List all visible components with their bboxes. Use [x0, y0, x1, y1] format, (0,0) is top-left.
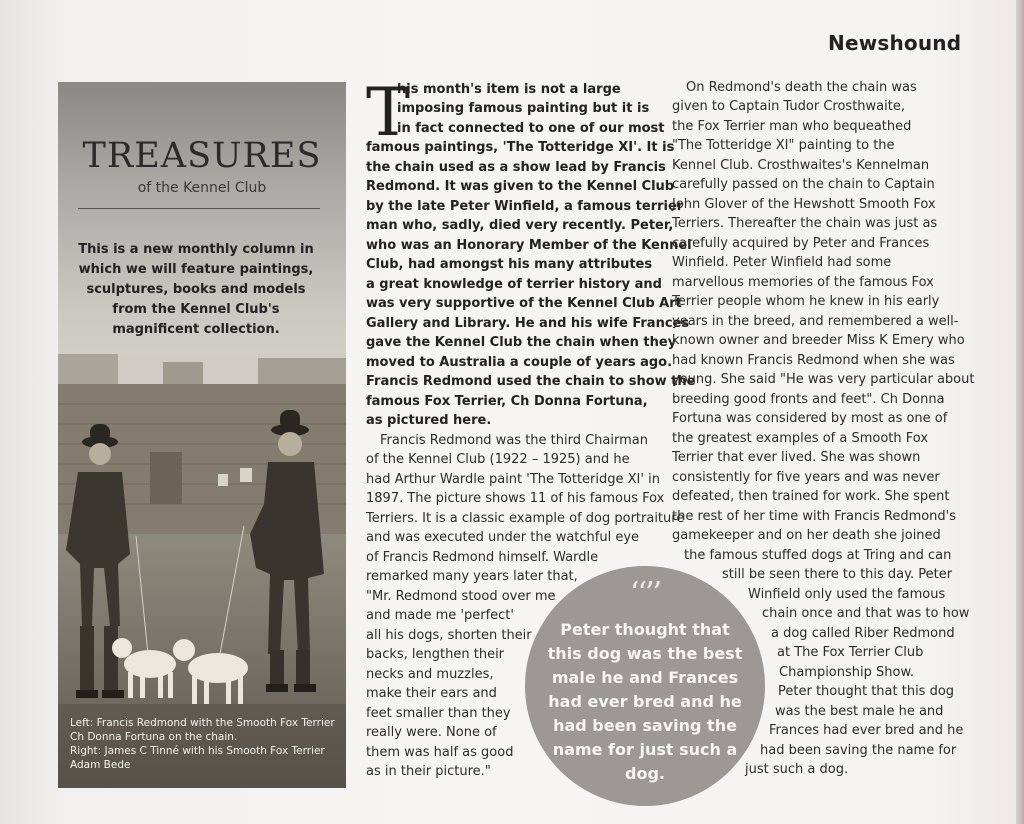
- body-line: man who, sadly, died very recently. Peter,: [366, 218, 674, 233]
- body-line: years in the breed, and remembered a well-: [672, 314, 959, 329]
- body-line: had Arthur Wardle paint 'The Totteridge XI' in: [366, 472, 660, 487]
- body-line: as pictured here.: [366, 413, 492, 428]
- body-line: Fortuna was considered by most as one of: [672, 411, 948, 426]
- body-line: had been saving the name for: [760, 743, 957, 758]
- caption-line: Left: Francis Redmond with the Smooth Fox Terrier: [70, 717, 335, 729]
- body-line: as in their picture.": [366, 764, 491, 779]
- body-line: Terriers. Thereafter the chain was just as: [672, 216, 938, 231]
- body-line: was the best male he and: [775, 704, 944, 719]
- body-line: breeding good fronts and feet". Ch Donna: [672, 392, 945, 407]
- quote-mark-icon: ‘‘’’: [629, 576, 661, 611]
- body-line: just such a dog.: [745, 762, 849, 777]
- body-line: necks and muzzles,: [366, 667, 494, 682]
- body-line: gamekeeper and on her death she joined: [672, 528, 941, 543]
- page-edge: [1016, 0, 1024, 824]
- body-line: moved to Australia a couple of years ago.: [366, 355, 673, 370]
- body-line: Frances had ever bred and he: [769, 723, 964, 738]
- body-line: had known Francis Redmond when she was: [672, 353, 955, 368]
- sidebar-intro: This is a new monthly column in which we will feature paintings, sculptures, books and models from the Kennel Club's magnificent collection.: [78, 242, 314, 337]
- body-line: was very supportive of the Kennel Club Art: [366, 296, 682, 311]
- body-line: them was half as good: [366, 745, 514, 760]
- body-line: Francis Redmond used the chain to show the: [366, 374, 696, 389]
- body-line: a dog called Riber Redmond: [771, 626, 955, 641]
- body-line: Francis Redmond was the third Chairman: [380, 433, 648, 448]
- body-line: defeated, then trained for work. She spent: [672, 489, 950, 504]
- body-line: famous paintings, 'The Totteridge XI'. It is: [366, 140, 675, 155]
- body-line: "The Totteridge XI" painting to the: [672, 138, 895, 153]
- body-line: young. She said "He was very particular about: [672, 372, 975, 387]
- body-line: the chain used as a show lead by Francis: [366, 160, 666, 175]
- photo-caption: [70, 716, 340, 772]
- body-line: Winfield only used the famous: [748, 587, 946, 602]
- body-line: gave the Kennel Club the chain when they: [366, 335, 677, 350]
- body-line: given to Captain Tudor Crosthwaite,: [672, 99, 905, 114]
- body-line: Peter thought that this dog: [778, 684, 955, 699]
- caption-line: Ch Donna Fortuna on the chain.: [70, 731, 238, 743]
- sidebar-title: TREASURES: [82, 136, 322, 176]
- body-line: the Fox Terrier man who bequeathed: [672, 119, 912, 134]
- body-line: the greatest examples of a Smooth Fox: [672, 431, 929, 446]
- body-line: "Mr. Redmond stood over me: [366, 589, 556, 604]
- body-line: of Francis Redmond himself. Wardle: [366, 550, 599, 565]
- body-line: Gallery and Library. He and his wife Frances: [366, 316, 690, 331]
- body-line: marvellous memories of the famous Fox: [672, 275, 934, 290]
- body-line: famous Fox Terrier, Ch Donna Fortuna,: [366, 394, 648, 409]
- body-line: make their ears and: [366, 686, 497, 701]
- body-line: Redmond. It was given to the Kennel Club: [366, 179, 675, 194]
- body-line: Championship Show.: [779, 665, 915, 680]
- body-line: at The Fox Terrier Club: [777, 645, 924, 660]
- body-line: On Redmond's death the chain was: [686, 80, 917, 95]
- body-line: and was executed under the watchful eye: [366, 530, 640, 545]
- body-line: known owner and breeder Miss K Emery who: [672, 333, 965, 348]
- body-line: and made me 'perfect': [366, 608, 514, 623]
- body-line: consistently for five years and was never: [672, 470, 940, 485]
- body-line: still be seen there to this day. Peter: [722, 567, 953, 582]
- pull-quote: [525, 566, 765, 806]
- body-line: the famous stuffed dogs at Tring and can: [684, 548, 952, 563]
- body-line: Terrier that ever lived. She was shown: [672, 450, 921, 465]
- body-line: backs, lengthen their: [366, 647, 505, 662]
- caption-line: Right: James C Tinné with his Smooth Fox Terrier: [70, 745, 325, 757]
- body-line: feet smaller than they: [366, 706, 511, 721]
- drop-cap: T: [366, 74, 411, 151]
- body-line: carefully acquired by Peter and Frances: [672, 236, 930, 251]
- body-line: the rest of her time with Francis Redmond's: [672, 509, 957, 524]
- body-line: remarked many years later that,: [366, 569, 578, 584]
- body-line: a great knowledge of terrier history and: [366, 277, 662, 292]
- body-line: carefully passed on the chain to Captain: [672, 177, 935, 192]
- sidebar-divider: [78, 208, 320, 209]
- caption-line: Adam Bede: [70, 759, 131, 771]
- section-title: Newshound: [828, 31, 962, 55]
- pull-quote-text: Peter thought that this dog was the best male he and Frances had ever bred and he had been saving the name for just such a dog.: [547, 620, 743, 783]
- body-line: of the Kennel Club (1922 – 1925) and he: [366, 452, 630, 467]
- body-line: Terrier people whom he knew in his early: [672, 294, 940, 309]
- body-line: all his dogs, shorten their: [366, 628, 532, 643]
- body-line: who was an Honorary Member of the Kennel: [366, 238, 692, 253]
- body-line: Club, had amongst his many attributes: [366, 257, 653, 272]
- body-line: Winfield. Peter Winfield had some: [672, 255, 892, 270]
- body-line: 1897. The picture shows 11 of his famous Fox: [366, 491, 665, 506]
- body-line: by the late Peter Winfield, a famous terrier: [366, 199, 684, 214]
- body-line: Terriers. It is a classic example of dog portraiture: [366, 511, 685, 526]
- body-line: chain once and that was to how: [762, 606, 970, 621]
- body-line: Kennel Club. Crosthwaites's Kennelman: [672, 158, 930, 173]
- body-line: in fact connected to one of our most: [397, 121, 665, 136]
- body-line: really were. None of: [366, 725, 497, 740]
- sidebar-panel: [58, 82, 346, 788]
- sidebar-subtitle: of the Kennel Club: [137, 180, 267, 196]
- body-line: imposing famous painting but it is: [397, 101, 650, 116]
- body-line: John Glover of the Hewshott Smooth Fox: [672, 197, 936, 212]
- body-line: his month's item is not a large: [397, 82, 621, 97]
